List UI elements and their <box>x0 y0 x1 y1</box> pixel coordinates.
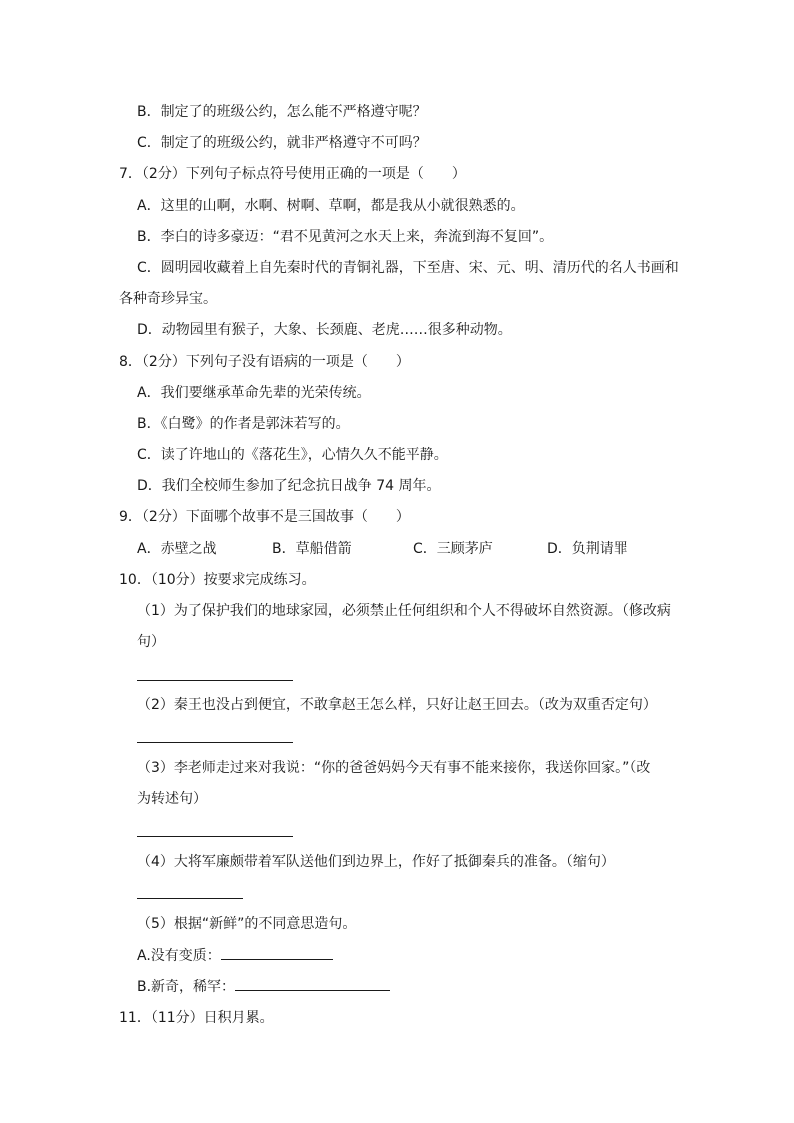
q7-option-c-line1: C．圆明园收藏着上自先秦时代的青铜礼器，下至唐、宋、元、明、清历代的名人书画和 <box>137 260 679 276</box>
q10-part1-line2: 句） <box>137 634 165 650</box>
q7-option-b: B．李白的诗多豪迈：“君不见黄河之水天上来，奔流到海不复回”。 <box>137 229 554 245</box>
q10-part5: （5）根据“新鲜”的不同意思造句。 <box>137 916 357 932</box>
q8-stem: 8．（2分）下列句子没有语病的一项是（ ） <box>119 354 410 370</box>
q9-option-c: C．三顾茅庐 <box>413 541 493 557</box>
q7-option-d: D．动物园里有猴子，大象、长颈鹿、老虎……很多种动物。 <box>137 322 512 338</box>
q8-option-a: A．我们要继承革命先辈的光荣传统。 <box>137 385 371 401</box>
q6-option-b: B．制定了的班级公约，怎么能不严格遵守呢？ <box>137 104 427 120</box>
q9-option-b: B．草船借箭 <box>272 541 352 557</box>
q8-option-b: B．《白鹭》的作者是郭沫若写的。 <box>137 416 350 432</box>
q10-part2: （2）秦王也没占到便宜，不敢拿赵王怎么样，只好让赵王回去。（改为双重否定句） <box>137 697 657 713</box>
q10-part5-a-blank[interactable] <box>221 945 333 960</box>
q10-part3-line2: 为转述句） <box>137 791 207 807</box>
q7-option-a: A．这里的山啊，水啊、树啊、草啊，都是我从小就很熟悉的。 <box>137 198 525 214</box>
q9-option-a: A．赤壁之战 <box>137 541 217 557</box>
q10-part5-b <box>137 976 390 997</box>
q10-part3-answer-line[interactable] <box>137 836 293 837</box>
q10-part5-a <box>137 945 333 966</box>
q8-option-d: D．我们全校师生参加了纪念抗日战争 74 周年。 <box>137 478 441 494</box>
q11-stem: 11．（11分）日积月累。 <box>119 1010 274 1026</box>
q7-option-c-line2: 各种奇珍异宝。 <box>119 291 217 307</box>
q10-part4-answer-line[interactable] <box>137 898 243 899</box>
q10-stem: 10．（10分）按要求完成练习。 <box>119 572 316 588</box>
q9-stem: 9．（2分）下面哪个故事不是三国故事（ ） <box>119 509 410 525</box>
q10-part3-line1: （3）李老师走过来对我说：“你的爸爸妈妈今天有事不能来接你，我送你回家。”（改 <box>137 760 651 776</box>
q10-part1-answer-line[interactable] <box>137 680 293 681</box>
q10-part5-a-label: A.没有变质： <box>137 948 221 964</box>
q10-part5-b-blank[interactable] <box>235 976 390 991</box>
q6-option-c: C．制定了的班级公约，就非严格遵守不可吗？ <box>137 135 427 151</box>
q7-stem: 7．（2分）下列句子标点符号使用正确的一项是（ ） <box>119 166 466 182</box>
q10-part2-answer-line[interactable] <box>137 742 293 743</box>
q10-part4: （4）大将军廉颇带着军队送他们到边界上，作好了抵御秦兵的准备。（缩句） <box>137 854 615 870</box>
q10-part1-line1: （1）为了保护我们的地球家园，必须禁止任何组织和个人不得破坏自然资源。（修改病 <box>137 603 671 619</box>
q9-option-d: D．负荆请罪 <box>547 541 628 557</box>
q8-option-c: C．读了许地山的《落花生》，心情久久不能平静。 <box>137 447 448 463</box>
q10-part5-b-label: B.新奇，稀罕： <box>137 979 236 995</box>
